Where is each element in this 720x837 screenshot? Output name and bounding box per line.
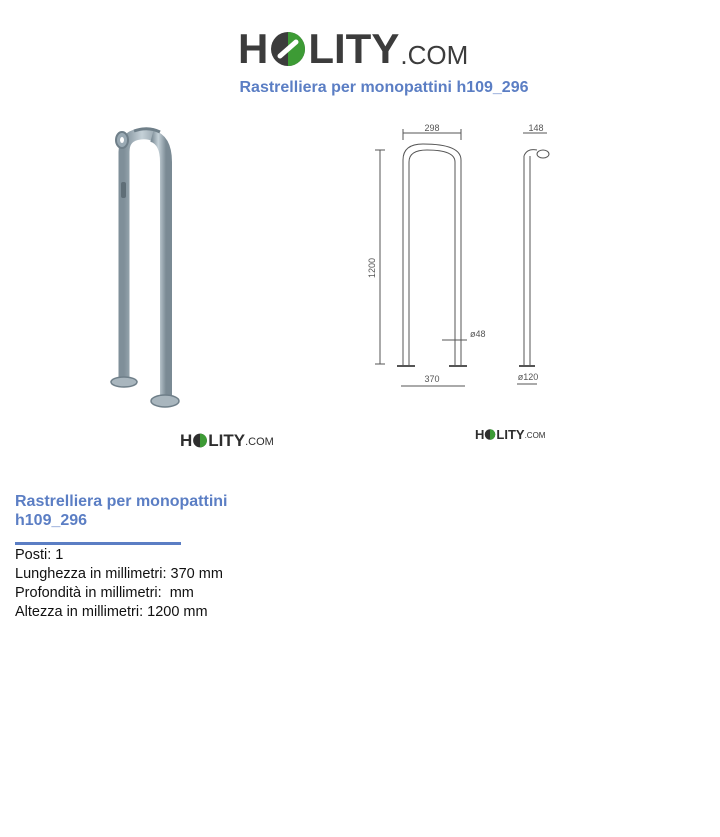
dim-width-base: 370 xyxy=(424,374,440,384)
page-title: Rastrelliera per monopattini h109_296 xyxy=(239,79,529,96)
logo-suffix: .COM xyxy=(400,40,469,70)
spec-lunghezza: Lunghezza in millimetri: 370 mm xyxy=(15,566,223,582)
logo-letter-h: H xyxy=(238,25,269,72)
spec-altezza: Altezza in millimetri: 1200 mm xyxy=(15,604,208,620)
logo-o-icon xyxy=(269,28,307,70)
product-title: Rastrelliera per monopattini h109_296 xyxy=(15,493,228,529)
watermark-o-icon xyxy=(484,428,496,441)
product-photo xyxy=(100,122,300,422)
photo-watermark-logo: H LITY .COM xyxy=(180,431,274,450)
watermark-o-icon xyxy=(192,432,208,449)
dim-width-top: 298 xyxy=(424,123,440,133)
dim-tube: ø48 xyxy=(470,329,486,339)
technical-drawing xyxy=(355,118,570,478)
dim-depth-top: 148 xyxy=(528,123,544,133)
title-divider xyxy=(15,542,181,545)
spec-list xyxy=(15,546,223,622)
logo-letters-lity: LITY xyxy=(308,25,400,72)
dim-base: ø120 xyxy=(517,372,539,382)
dim-height: 1200 xyxy=(367,257,377,279)
holity-logo[interactable] xyxy=(238,14,488,70)
drawing-watermark-logo: H LITY .COM xyxy=(475,427,546,442)
spec-posti: Posti: 1 xyxy=(15,547,64,563)
spec-profondita: Profondità in millimetri: mm xyxy=(15,585,194,601)
